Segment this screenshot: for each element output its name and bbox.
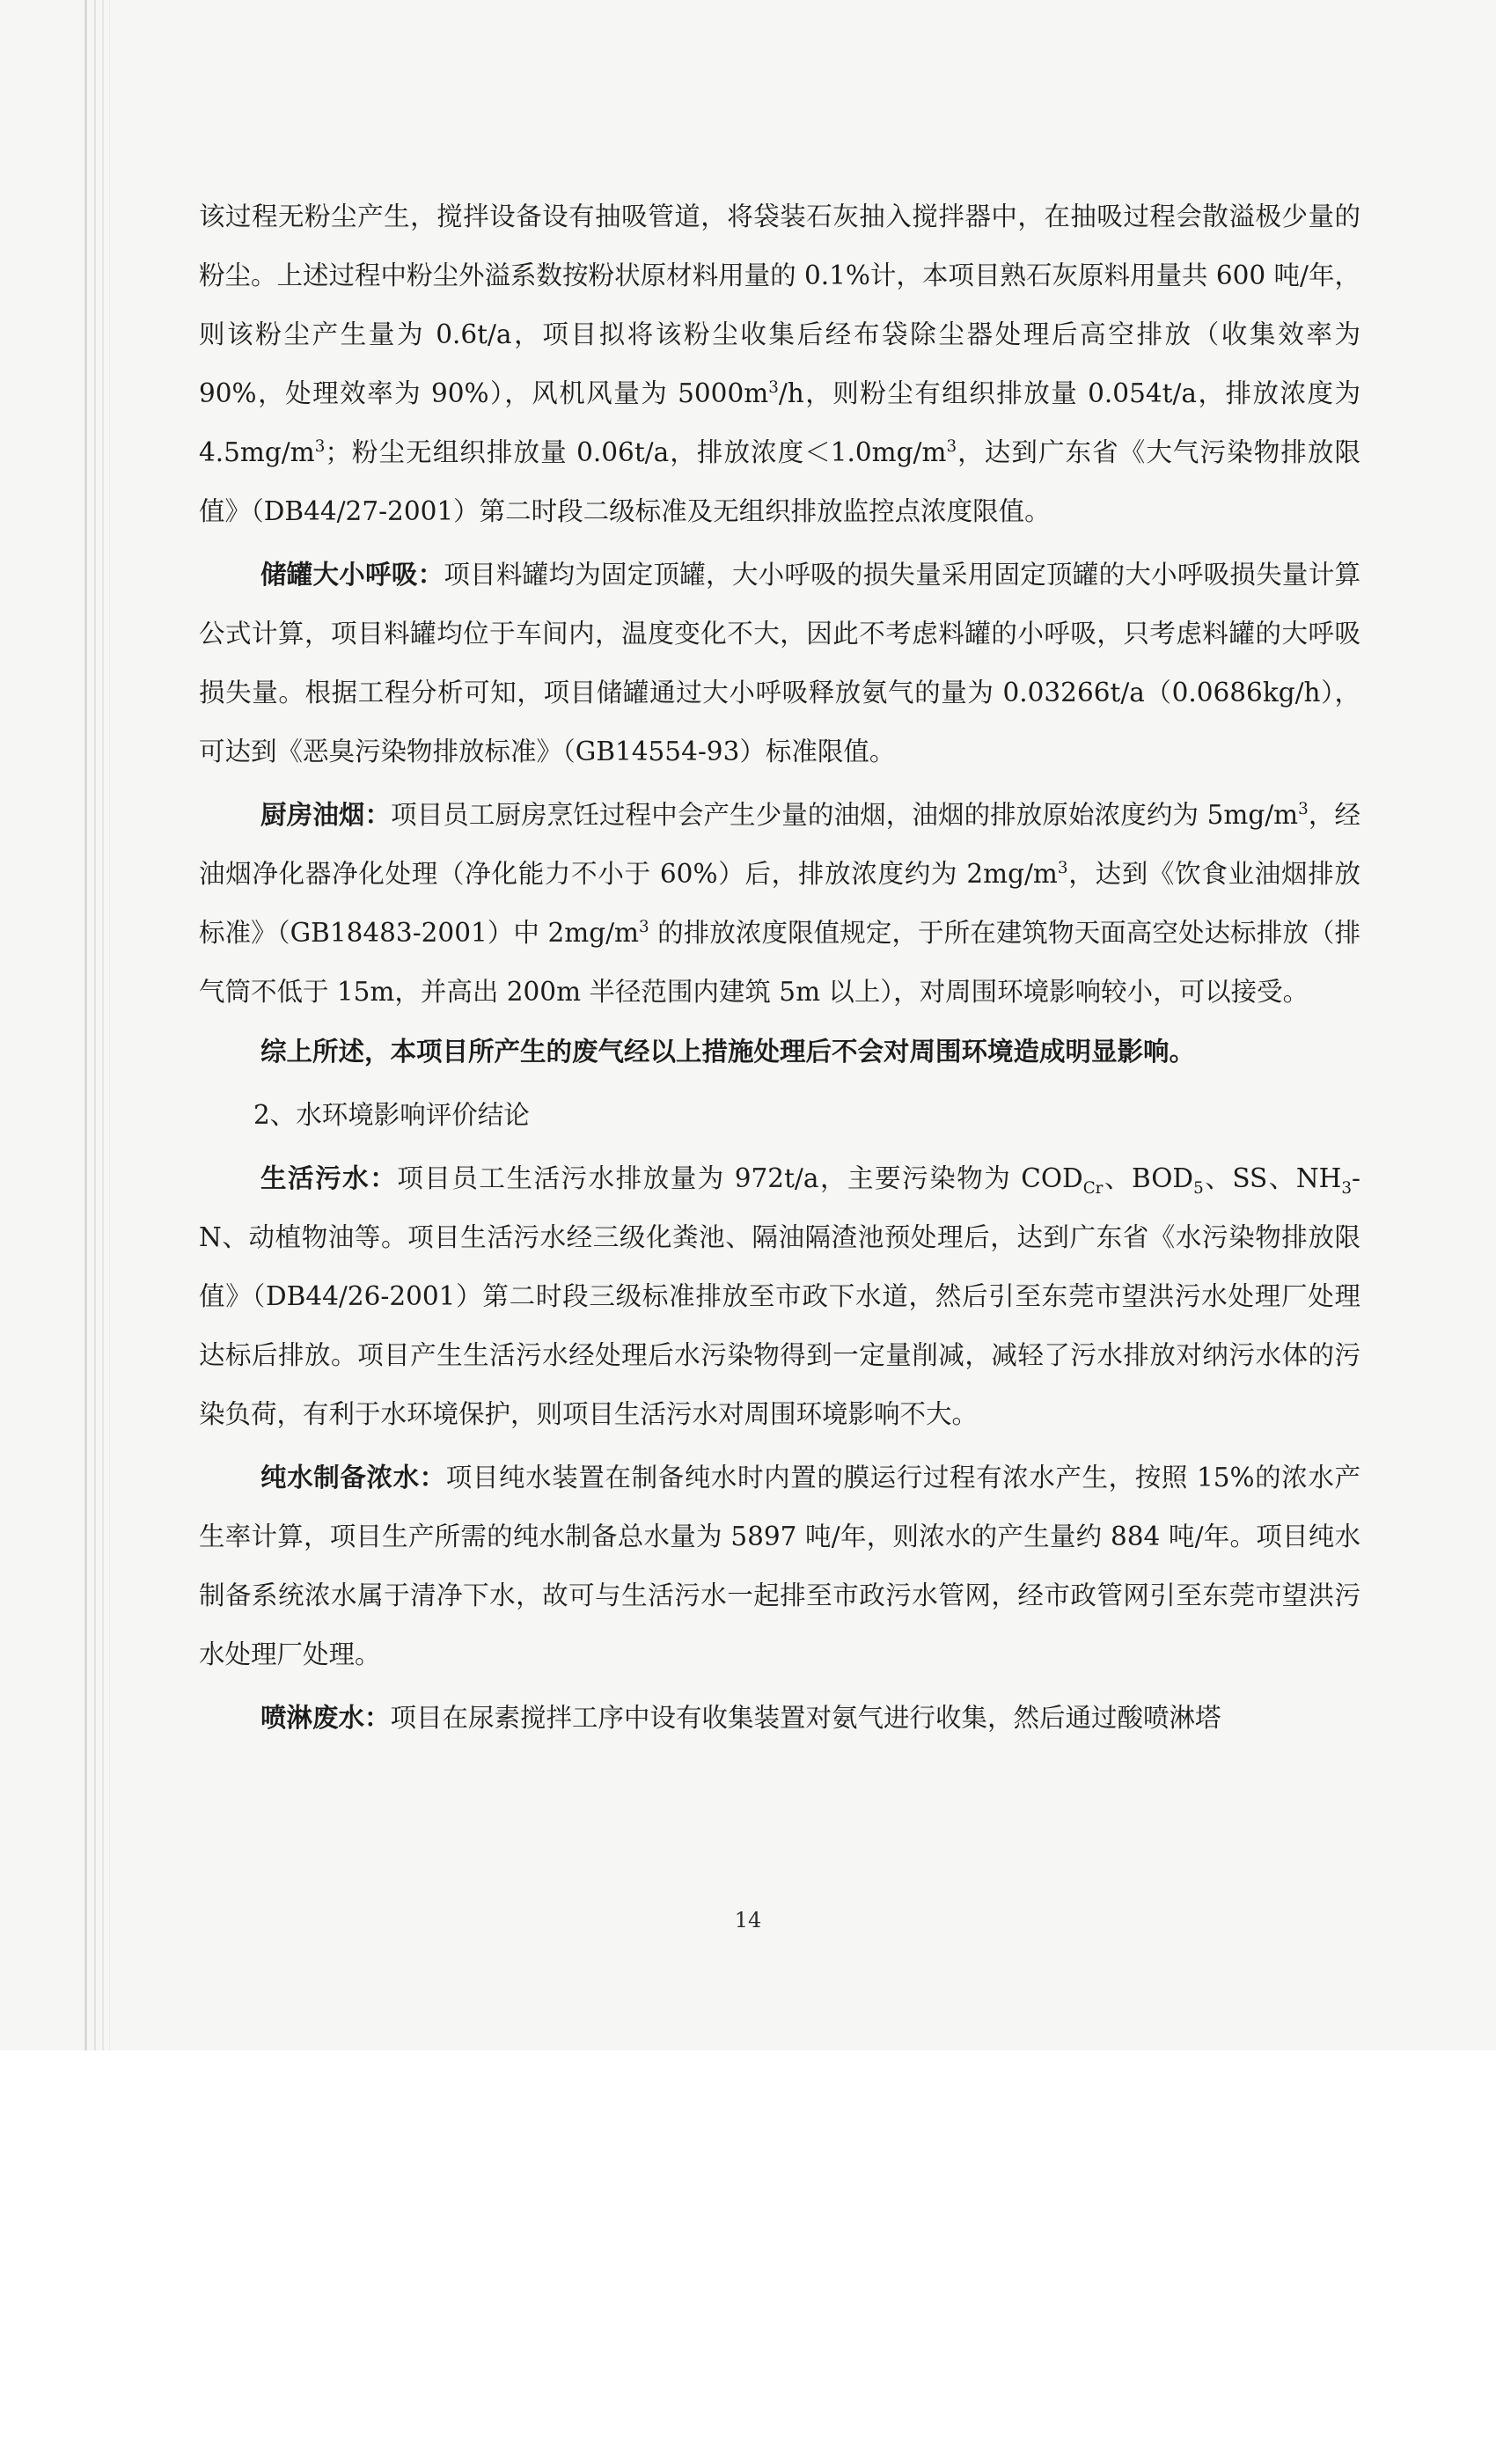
paragraph (199, 187, 1360, 541)
superscript: 3 (946, 437, 957, 457)
binding-edge-line (109, 0, 110, 2050)
subscript: Cr (1082, 1178, 1104, 1198)
superscript: 3 (1057, 859, 1068, 878)
paragraph (199, 785, 1360, 1022)
paragraph-text: ，达到《饮食业油烟排放标准》（GB18483-2001）中 2mg/m (199, 859, 1360, 948)
paragraph-text: 项目在尿素搅拌工序中设有收集装置对氨气进行收集，然后通过酸喷淋塔 (390, 1703, 1221, 1733)
paragraph-lead: 厨房油烟： (260, 799, 392, 830)
document-body (199, 187, 1360, 1748)
paragraph-text: 项目料罐均为固定顶罐，大小呼吸的损失量采用固定顶罐的大小呼吸损失量计算公式计算，项目料罐均位于车间内，温度变化不大，因此不考虑料罐的小呼吸，只考虑料罐的大呼吸损失量。根据工程分析可知，项目储罐通过大小呼吸释放氨气的量为 0.03266t/a（0.0686kg/h），可达到《恶臭污染物排放标准》（GB14554-93）标准限值。 (199, 560, 1360, 766)
paragraph-lead: 储罐大小呼吸： (260, 559, 444, 590)
subscript: 5 (1193, 1178, 1204, 1198)
paragraph-text: 、BOD (1103, 1163, 1194, 1193)
superscript: 3 (314, 437, 326, 457)
paragraph-text: 项目员工厨房烹饪过程中会产生少量的油烟，油烟的排放原始浓度约为 5mg/m (391, 800, 1299, 830)
water-paragraphs (199, 1148, 1360, 1748)
paragraph-text: 项目纯水装置在制备纯水时内置的膜运行过程有浓水产生，按照 15%的浓水产生率计算，项目生产所需的纯水制备总水量为 5897 吨/年，则浓水的产生量约 884 吨/年。项目纯水制备系统浓水属于清净下水，故可与生活污水一起排至市政污水管网，经市政管网引至东莞市望洪污水处理厂处理。 (199, 1463, 1360, 1669)
paragraph-text: ，达到广东省《大气污染物排放限值》（DB44/27-2001）第二时段二级标准及无组织排放监控点浓度限值。 (199, 437, 1360, 526)
paragraph-text: ，经油烟净化器净化处理（净化能力不小于 60%）后，排放浓度约为 2mg/m (199, 800, 1360, 889)
binding-edge-line (94, 0, 96, 2050)
paragraph-text: -N、动植物油等。项目生活污水经三级化粪池、隔油隔渣池预处理后，达到广东省《水污染物排放限值》（DB44/26-2001）第二时段三级标准排放至市政下水道，然后引至东莞市望洪污水处理厂处理达标后排放。项目产生生活污水经处理后水污染物得到一定量削减，减轻了污水排放对纳污水体的污染负荷，有利于水环境保护，则项目生活污水对周围环境影响不大。 (199, 1163, 1360, 1429)
air-emission-paragraphs (199, 187, 1360, 1022)
air-summary: 综上所述，本项目所产生的废气经以上措施处理后不会对周围环境造成明显影响。 (260, 1036, 1196, 1067)
binding-edge-line (84, 0, 87, 2050)
section-heading: 2、水环境影响评价结论 (253, 1100, 530, 1130)
paragraph-lead: 纯水制备浓水： (260, 1462, 446, 1492)
subscript: 3 (1341, 1178, 1353, 1198)
paragraph-lead: 喷淋废水： (260, 1702, 391, 1733)
superscript: 3 (768, 378, 779, 398)
page-number: 14 (734, 1908, 762, 1932)
superscript: 3 (639, 918, 649, 937)
paragraph-text: 该过程无粉尘产生，搅拌设备设有抽吸管道，将袋装石灰抽入搅拌器中，在抽吸过程会散溢极少量的粉尘。上述过程中粉尘外溢系数按粉状原材料用量的 0.1%计，本项目熟石灰原料用量共 600 吨/年，则该粉尘产生量为 0.6t/a，项目拟将该粉尘收集后经布袋除尘器处理后高空排放（收集效率为 90%，处理效率为 90%），风机风量为 5000m (199, 202, 1360, 408)
paragraph-text: 、SS、NH (1203, 1163, 1342, 1193)
paragraph-lead: 生活污水： (260, 1162, 398, 1193)
paragraph (199, 1688, 1360, 1748)
paragraph-text: ；粉尘无组织排放量 0.06t/a，排放浓度＜1.0mg/m (325, 437, 947, 467)
paragraph (199, 1448, 1360, 1684)
binding-edge-line (102, 0, 104, 2050)
paragraph (199, 1148, 1360, 1444)
paragraph-text: 的排放浓度限值规定，于所在建筑物天面高空处达标排放（排气筒不低于 15m，并高出 200m 半径范围内建筑 5m 以上），对周围环境影响较小，可以接受。 (199, 918, 1360, 1007)
paragraph (199, 545, 1360, 781)
paragraph-text: /h，则粉尘有组织排放量 0.054t/a，排放浓度为 4.5mg/m (199, 378, 1360, 467)
superscript: 3 (1298, 800, 1309, 819)
paragraph-text: 项目员工生活污水排放量为 972t/a，主要污染物为 COD (397, 1163, 1083, 1193)
